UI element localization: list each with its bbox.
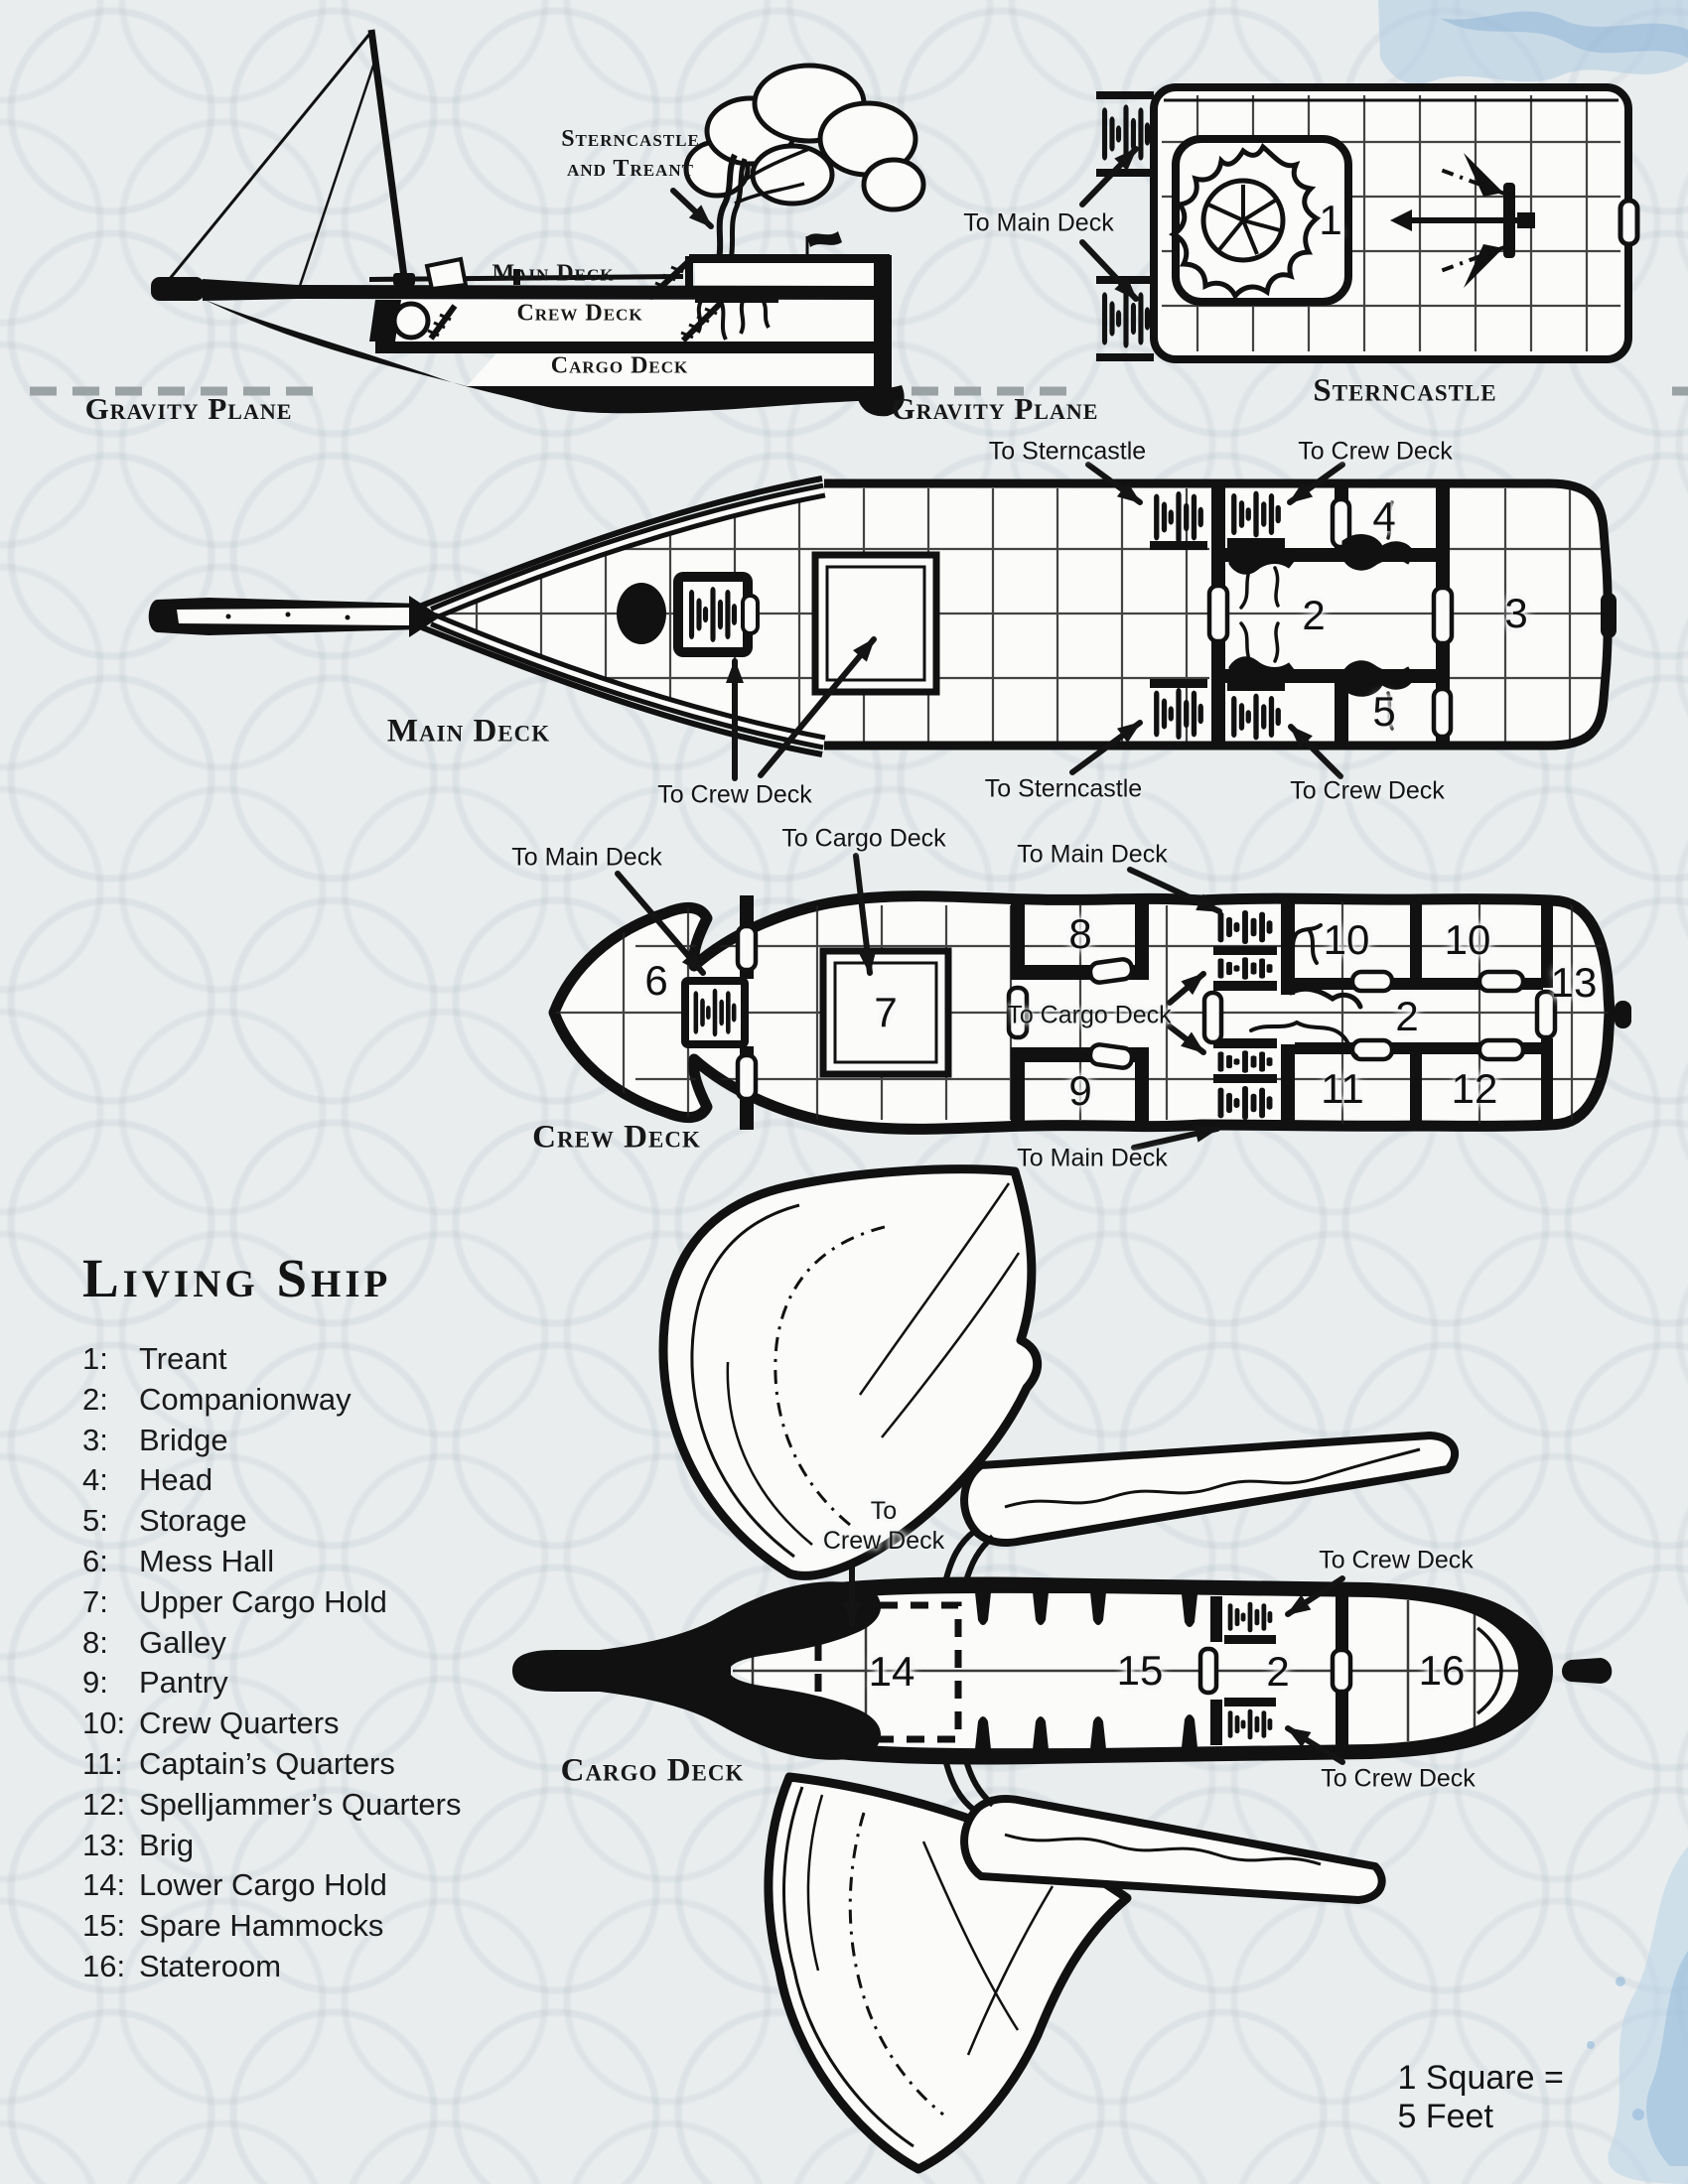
legend-title: Living Ship	[82, 1248, 392, 1308]
legend	[82, 1247, 638, 1987]
room-number-companionway-main: 2	[1302, 592, 1326, 638]
legend-item: 4: Head	[82, 1462, 213, 1498]
legend-item: 8: Galley	[82, 1624, 226, 1660]
legend-item: 1: Treant	[82, 1341, 227, 1376]
room-number-captains-quarters: 11	[1321, 1065, 1364, 1112]
legend-item: 14: Lower Cargo Hold	[82, 1867, 387, 1903]
room-number-lower-cargo-hold: 14	[868, 1648, 915, 1695]
label-to-main-deck-crew-bottom: To Main Deck	[1017, 1144, 1168, 1172]
deck-plan-sterncastle	[1096, 87, 1637, 361]
caption-crew-deck: Crew Deck	[532, 1119, 701, 1156]
room-number-stateroom: 16	[1418, 1647, 1466, 1694]
legend-item: 13: Brig	[82, 1827, 195, 1862]
stern-door-knob	[1615, 1001, 1631, 1028]
label-gravity-plane-left: Gravity Plane	[84, 391, 293, 426]
label-to-crew-deck-top: To Crew Deck	[1298, 437, 1453, 466]
caption-sterncastle: Sterncastle	[1313, 372, 1497, 409]
label-to-crew-deck-cargo: To Crew Deck	[822, 1497, 945, 1555]
caption-cargo-deck: Cargo Deck	[560, 1752, 745, 1789]
room-number-mess-hall: 6	[644, 957, 668, 1004]
room-number-treant: 1	[1319, 197, 1342, 243]
legend-item: 10: Crew Quarters	[82, 1706, 340, 1741]
deck-plan-main	[149, 478, 1617, 754]
label-to-cargo-deck-crew-mid: To Cargo Deck	[1007, 1001, 1172, 1029]
label-profile-crew-deck: Crew Deck	[516, 300, 643, 327]
legend-list	[82, 1339, 638, 1987]
label-to-crew-deck-cargo-top-right: To Crew Deck	[1319, 1546, 1474, 1574]
room-number-head: 4	[1372, 493, 1396, 540]
room-number-upper-cargo-hold: 7	[874, 989, 898, 1035]
room-number-crew-quarters-fore: 10	[1323, 916, 1370, 963]
ship-side-profile	[151, 30, 923, 416]
label-sterncastle-and-treant: Sterncastle and Treant	[561, 126, 700, 182]
scale-note: 1 Square = 5 Feet	[1397, 2059, 1564, 2135]
rudder-knob	[1562, 1658, 1612, 1684]
room-number-spelljammers-quarters: 12	[1451, 1065, 1498, 1112]
label-to-main-deck-crew-top-right: To Main Deck	[1017, 840, 1168, 869]
legend-item: 6: Mess Hall	[82, 1543, 275, 1578]
stern-door-knob	[1601, 593, 1617, 638]
room-number-crew-quarters-aft: 10	[1444, 916, 1491, 963]
caption-main-deck: Main Deck	[386, 713, 551, 750]
room-number-brig: 13	[1550, 959, 1598, 1006]
cargo-hatch-opening	[815, 555, 936, 692]
legend-item: 15: Spare Hammocks	[82, 1908, 384, 1944]
door-icon	[1204, 993, 1221, 1042]
label-profile-cargo-deck: Cargo Deck	[550, 352, 689, 379]
treant-tree-icon	[686, 66, 923, 209]
room-number-spare-hammocks: 15	[1116, 1647, 1164, 1694]
label-to-cargo-deck-crew-top: To Cargo Deck	[781, 824, 946, 853]
label-to-crew-deck-cargo-bottom-right: To Crew Deck	[1321, 1764, 1476, 1793]
companionway-hatch-icon	[673, 572, 758, 657]
label-to-sterncastle-bottom: To Sterncastle	[984, 774, 1143, 803]
room-number-pantry: 9	[1068, 1067, 1092, 1114]
label-to-main-deck-sterncastle: To Main Deck	[963, 208, 1114, 237]
room-number-storage: 5	[1372, 688, 1396, 735]
legend-item: 3: Bridge	[82, 1422, 228, 1457]
room-number-companionway-crew: 2	[1395, 993, 1419, 1039]
label-to-sterncastle-top: To Sterncastle	[988, 437, 1147, 466]
room-number-bridge: 3	[1504, 590, 1528, 636]
door-icon	[1620, 201, 1637, 244]
label-profile-main-deck: Main Deck	[492, 260, 615, 287]
legend-item: 16: Stateroom	[82, 1948, 282, 1983]
room-number-companionway-cargo: 2	[1266, 1648, 1290, 1695]
label-to-main-deck-crew-top-left: To Main Deck	[511, 843, 662, 872]
mast-icon	[617, 583, 666, 644]
legend-item: 9: Pantry	[82, 1665, 228, 1701]
companionway-hatch-icon	[681, 977, 749, 1048]
legend-item: 12: Spelljammer’s Quarters	[82, 1786, 462, 1822]
room-number-galley: 8	[1068, 910, 1092, 957]
stern-flag-icon	[807, 231, 842, 254]
legend-item: 11: Captain’s Quarters	[82, 1745, 395, 1781]
label-to-crew-deck-bottom-left: To Crew Deck	[657, 780, 812, 809]
label-to-crew-deck-bottom-right: To Crew Deck	[1290, 776, 1445, 805]
bottom-fin	[945, 1757, 1382, 1900]
legend-item: 2: Companionway	[82, 1381, 352, 1417]
legend-item: 5: Storage	[82, 1503, 247, 1539]
legend-item: 7: Upper Cargo Hold	[82, 1583, 387, 1619]
label-gravity-plane-right: Gravity Plane	[891, 391, 1099, 426]
